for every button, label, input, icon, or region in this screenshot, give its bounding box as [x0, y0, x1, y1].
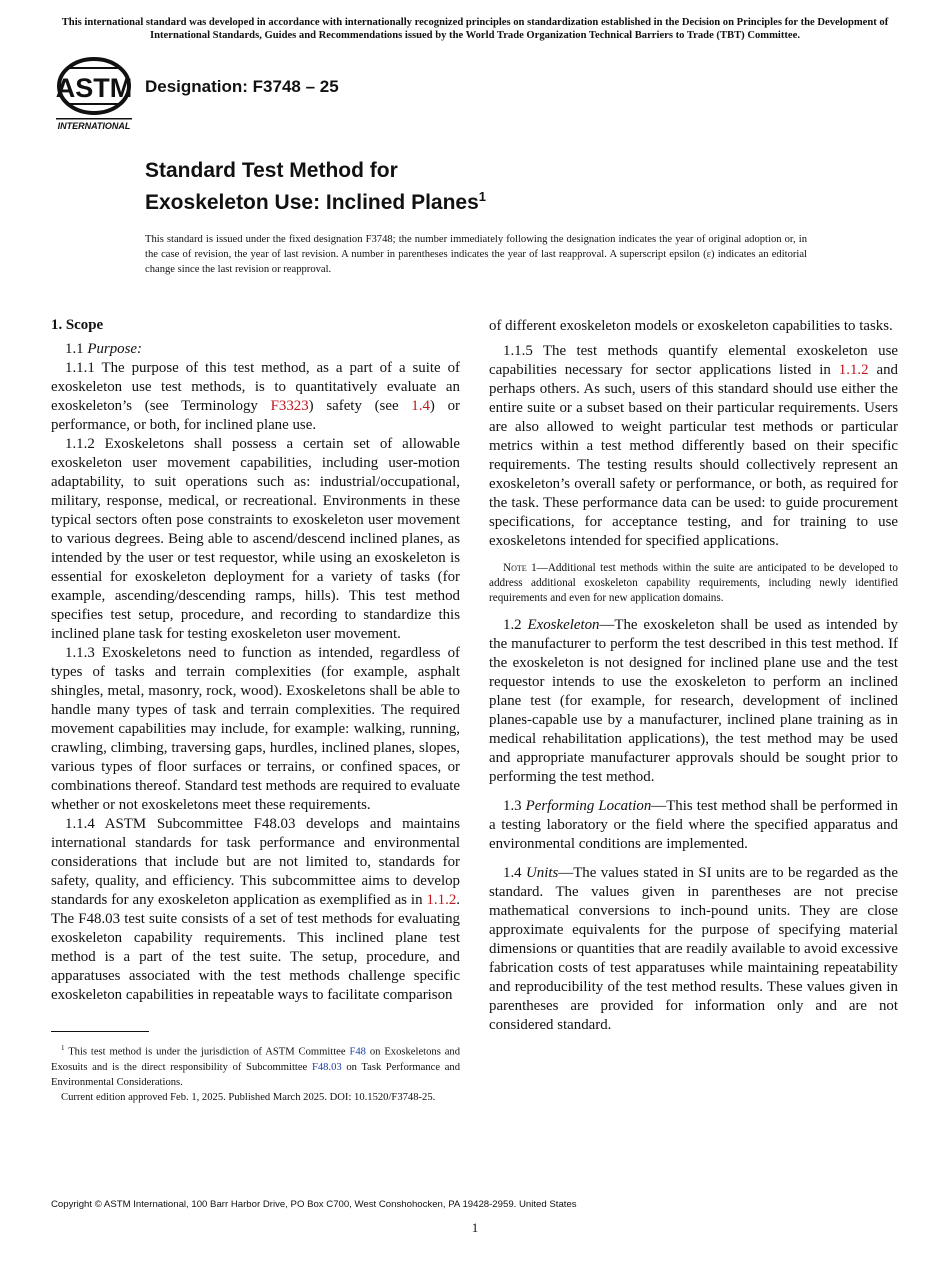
designation: Designation: F3748 – 25 — [145, 77, 339, 96]
ref-f3323-link[interactable]: F3323 — [270, 398, 309, 414]
astm-logo — [52, 56, 136, 132]
ref-f48-03-link[interactable]: F48.03 — [311, 1061, 342, 1073]
note-label: Note — [503, 562, 527, 574]
ref-1-1-2-link-2[interactable]: 1.1.2 — [838, 362, 869, 378]
issuance-statement: This standard is issued under the fixed designation F3748; the number immediately following the designation indicates the year of original adoption or, in the case of revision, the year of last revision. A number in parentheses indicates the year of last reapproval. A superscript epsilon (ε) indicates an editorial change since the last revision or reapproval. — [145, 234, 807, 275]
clause-1-3: 1.3 Performing Location—This test method shall be performed in a testing laboratory or the field where the specified apparatus and environmental conditions are implemented. — [489, 798, 898, 852]
note-1: Note 1—Additional test methods within the suite are anticipated to be developed to address additional exoskeleton capability requirements, including newly identified requirements and even for new application domains. — [489, 562, 898, 604]
ref-1-1-2-link[interactable]: 1.1.2 — [426, 892, 457, 908]
title-line-1: Standard Test Method for — [145, 159, 398, 182]
footnote-divider — [51, 1031, 149, 1032]
clause-1-1-4-continued: . The F48.03 test suite consists of a set of test methods for evaluating exoskeleton capability requirements. This inclined plane test method is a part of the test suite. The setup, procedure, and apparatuses associated with the test methods challenge specific exoskeleton capabilities in repeatable ways to facilitate comparison — [51, 892, 460, 1003]
footnote — [51, 1041, 460, 1105]
right-column — [489, 317, 898, 1035]
document-title — [145, 158, 845, 216]
footnote-jurisdiction: $^1$ This test method is under the jurisdiction of ASTM Committee F48 on Exoskeletons and Exosuits and is the direct responsibility of Subcommittee F48.03 on Task Performance and Environmental Considerations. — [51, 1044, 460, 1088]
clause-1-1-4: 1.1.4 ASTM Subcommittee F48.03 develops and maintains international standards for task performance and environmental considerations that include but are not limited to, standards for safety, quality, and efficiency. This subcommittee aims to develop standards for any exoskeleton application as exemplified as in 1.1.2. The F48.03 test suite consists of a set of test methods for evaluating exoskeleton capability requirements. This inclined plane test method is a part of the test suite. The setup, procedure, and apparatuses associated with the test methods challenge specific exoskeleton capabilities in repeatable ways to facilitate comparison — [51, 816, 460, 1003]
clause-1-1-2: 1.1.2 Exoskeletons shall possess a certain set of allowable exoskeleton user movement capabilities, including user-motion adaptability, to suit operations such as: industrial/occupational, military, response, medical, or recreational. Environments in these typical sectors often pose constraints to exoskeleton user movement to various degrees. Being able to ascend/descend inclined planes, as intended by the user or test requestor, while using an exoskeleton is essential for exoskeleton deployment for a variety of tasks (for example, ascending/descending ramps, hills). This test method specifies test setup, procedure, and recording to standardize this inclined plane task for testing exoskeleton user movement. — [51, 436, 460, 642]
clause-1-1-4-continuation: of different exoskeleton models or exoskeleton capabilities to tasks. — [489, 318, 893, 334]
clause-1-1: 1.1 Purpose: — [65, 341, 142, 357]
logo-text: ASTM — [55, 73, 133, 103]
clause-1-1-1: 1.1.1 The purpose of this test method, as a part of a suite of exoskeleton use test methods, is to quantitatively evaluate an exoskeleton’s (see Terminology F3323) safety (see 1.4) or performance, or both, for inclined plane use. — [51, 360, 460, 433]
title-line-2 — [145, 184, 845, 216]
ref-1-4-link[interactable]: 1.4 — [411, 398, 430, 414]
clause-1-1-label: Purpose: — [87, 341, 142, 357]
clause-1-2: 1.2 Exoskeleton—The exoskeleton shall be used as intended by the manufacturer to perform the test described in this test method. If the exoskeleton is not designed for inclined plane use and the test requestor intends to use the exoskeleton to perform an inclined plane test (for example, for research, development of inclined planes-capable use by a manufacturer, inclined plane training as in medical rehabilitation applications), the test method may be used and appropriate manufacturer approvals should be sought prior to performing the test method. — [489, 617, 899, 785]
ref-f48-link[interactable]: F48 — [349, 1046, 366, 1058]
title-footnote-mark: 1 — [478, 189, 487, 204]
clause-1-4: 1.4 Units—The values stated in SI units are to be regarded as the standard. The values given in parentheses are not precise mathematical conversions to inch-pound units. They are close approximate equivalents for the purpose of specifying material dimensions or quantities that are readily available to avoid excessive fabrication costs of test apparatuses while maintaining repeatability and reproducibility of the test method results. These values given in parentheses are provided for information only and are not considered standard. — [489, 865, 898, 1033]
title-line-2-text: Exoskeleton Use: Inclined Planes — [145, 191, 479, 214]
copyright: Copyright © ASTM International, 100 Barr Harbor Drive, PO Box C700, West Conshohocken, PA 19428-2959. United States — [51, 1199, 577, 1210]
left-column — [51, 316, 460, 1005]
clause-1-1-3: 1.1.3 Exoskeletons need to function as intended, regardless of types of tasks and terrain complexities (for example, asphalt shingles, metal, masonry, rock, wood). Exoskeletons shall be able to handle many types of task and terrain complexities. The required movement capabilities may include, for example: walking, running, crawling, climbing, traversing gaps, hurdles, inclined planes, slopes, various types of floor surfaces or terrains, or confined spaces, or combinations thereof. Standard test methods are required to evaluate whether or not exoskeletons meet these requirements. — [51, 645, 460, 813]
page-number: 1 — [471, 1220, 479, 1235]
logo-subtext: INTERNATIONAL — [57, 121, 131, 131]
top-notice: This international standard was developed in accordance with internationally recognized principles on standardization established in the Decision on Principles for the Development of International Standards, Guides and Recommendations issued by the World Trade Organization Technical Barriers to Trade (TBT) Committee. — [61, 17, 889, 41]
clause-1-1-5: 1.1.5 The test methods quantify elemental exoskeleton use capabilities necessary for sector applications listed in 1.1.2 and perhaps others. As such, users of this standard should use either the entire suite or a subset based on their particular requirements. Users are also allowed to weight particular test methods or particular metrics within a test method differently based on their specific requirements. The testing results should collectively represent an exoskeleton’s overall safety or performance, or both, as required for the task. These performance data can be used: to guide procurement specifications, for acceptance testing, and for training to use exoskeletons intended for specified applications. — [489, 343, 898, 549]
section-heading-scope: 1. Scope — [51, 317, 104, 333]
footnote-edition: Current edition approved Feb. 1, 2025. Published March 2025. DOI: 10.1520/F3748-25. — [61, 1091, 436, 1103]
